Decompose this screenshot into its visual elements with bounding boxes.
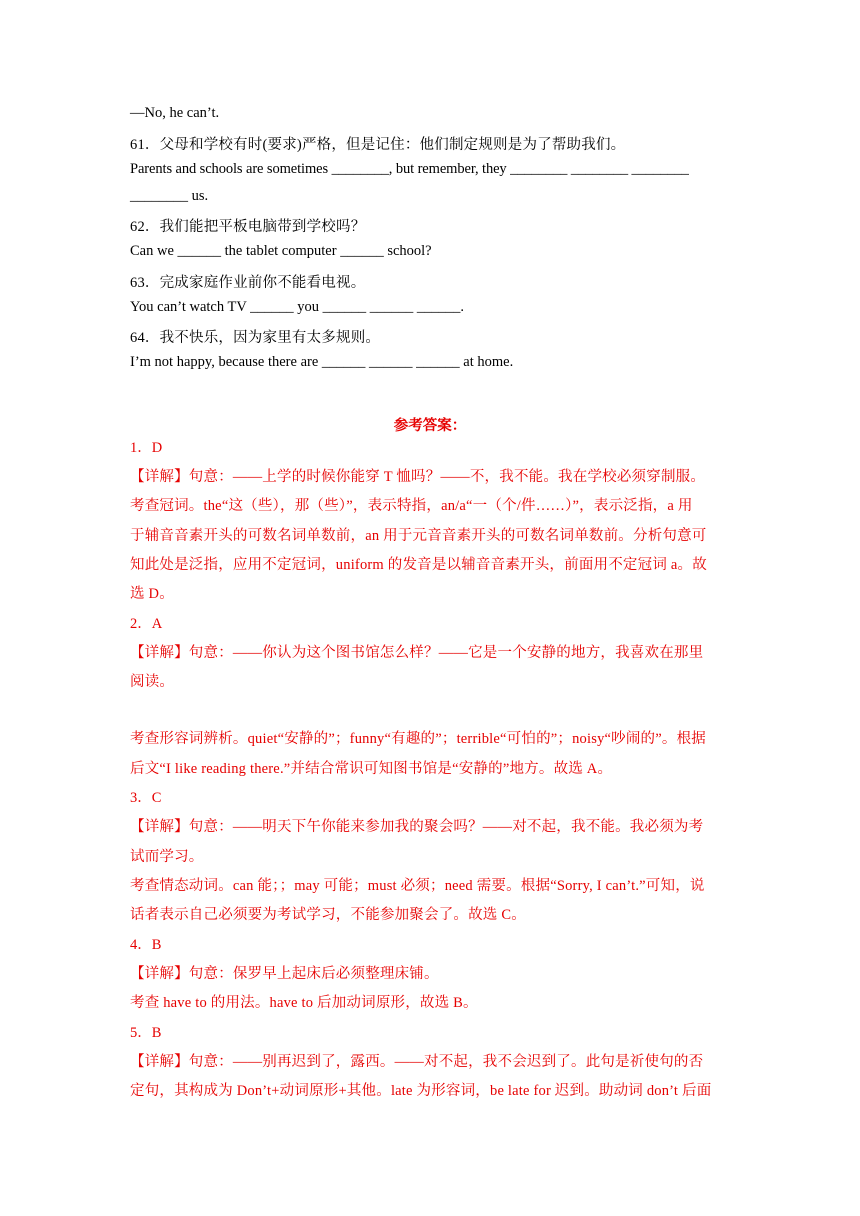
q64-english: I’m not happy, because there are ______ ______ ______ at home.	[130, 354, 514, 370]
q61-chinese: 61．父母和学校有时(要求)严格，但是记住：他们制定规则是为了帮助我们。	[130, 137, 626, 153]
answer-1-label: 1．D	[130, 440, 163, 456]
q61-english-line2: ________ us.	[130, 188, 209, 204]
answer-5-line-2: 定句，其构成为 Don’t+动词原形+其他。late 为形容词，be late for 迟到。助动词 don’t 后面	[130, 1083, 712, 1099]
q61-english-line1: Parents and schools are sometimes ________, but remember, they ________ ________ ________	[130, 161, 689, 177]
answer-5-line-1: 【详解】句意：——别再迟到了，露西。——对不起，我不会迟到了。此句是祈使句的否	[130, 1054, 704, 1070]
answer-4-line-1: 【详解】句意：保罗早上起床后必须整理床铺。	[130, 966, 439, 982]
q63-english: You can’t watch TV ______ you ______ ______ ______.	[130, 299, 465, 315]
q64-chinese: 64．我不快乐，因为家里有太多规则。	[130, 330, 381, 346]
q63-chinese: 63．完成家庭作业前你不能看电视。	[130, 275, 366, 291]
answer-4-label: 4．B	[130, 937, 162, 953]
q62-chinese: 62．我们能把平板电脑带到学校吗？	[130, 219, 366, 235]
answer-3-label: 3．C	[130, 790, 162, 806]
answer-1-line-5: 选 D。	[130, 586, 174, 602]
answer-key-title: 参考答案：	[393, 418, 467, 434]
answer-1-line-3: 于辅音音素开头的可数名词单数前，an 用于元音音素开头的可数名词单数前。分析句意可	[130, 528, 707, 544]
answer-2-line-4: 后文“I like reading there.”并结合常识可知图书馆是“安静的”地方。故选 A。	[130, 761, 613, 777]
answer-4-line-2: 考查 have to 的用法。have to 后加动词原形，故选 B。	[130, 995, 478, 1011]
answer-3-line-3: 考查情态动词。can 能；；may 可能；must 必须；need 需要。根据“Sorry, I can’t.”可知，说	[130, 878, 705, 894]
answer-3-line-4: 话者表示自己必须要为考试学习，不能参加聚会了。故选 C。	[130, 907, 526, 923]
answer-2-line-1: 【详解】句意：——你认为这个图书馆怎么样？——它是一个安静的地方，我喜欢在那里	[130, 645, 704, 661]
answer-2-line-3: 考查形容词辨析。quiet“安静的”；funny“有趣的”；terrible“可怕的”；noisy“吵闹的”。根据	[130, 731, 706, 747]
answer-2-label: 2．A	[130, 616, 163, 632]
answer-3-line-2: 试而学习。	[130, 849, 204, 865]
q60-answer-tail: —No, he can’t.	[130, 105, 220, 121]
answer-1-line-2: 考查冠词。the“这（些），那（些）”，表示特指，an/a“一（个/件……）”，表示泛指，a 用	[130, 498, 693, 514]
answer-2-line-2: 阅读。	[130, 674, 175, 690]
q62-english: Can we ______ the tablet computer ______ school?	[130, 243, 432, 259]
answer-1-line-1: 【详解】句意：——上学的时候你能穿 T 恤吗？——不，我不能。我在学校必须穿制服。	[130, 469, 706, 485]
answer-1-line-4: 知此处是泛指，应用不定冠词，uniform 的发音是以辅音音素开头，前面用不定冠词 a。故	[130, 557, 707, 573]
answer-5-label: 5．B	[130, 1025, 162, 1041]
answer-3-line-1: 【详解】句意：——明天下午你能来参加我的聚会吗？——对不起，我不能。我必须为考	[130, 819, 704, 835]
